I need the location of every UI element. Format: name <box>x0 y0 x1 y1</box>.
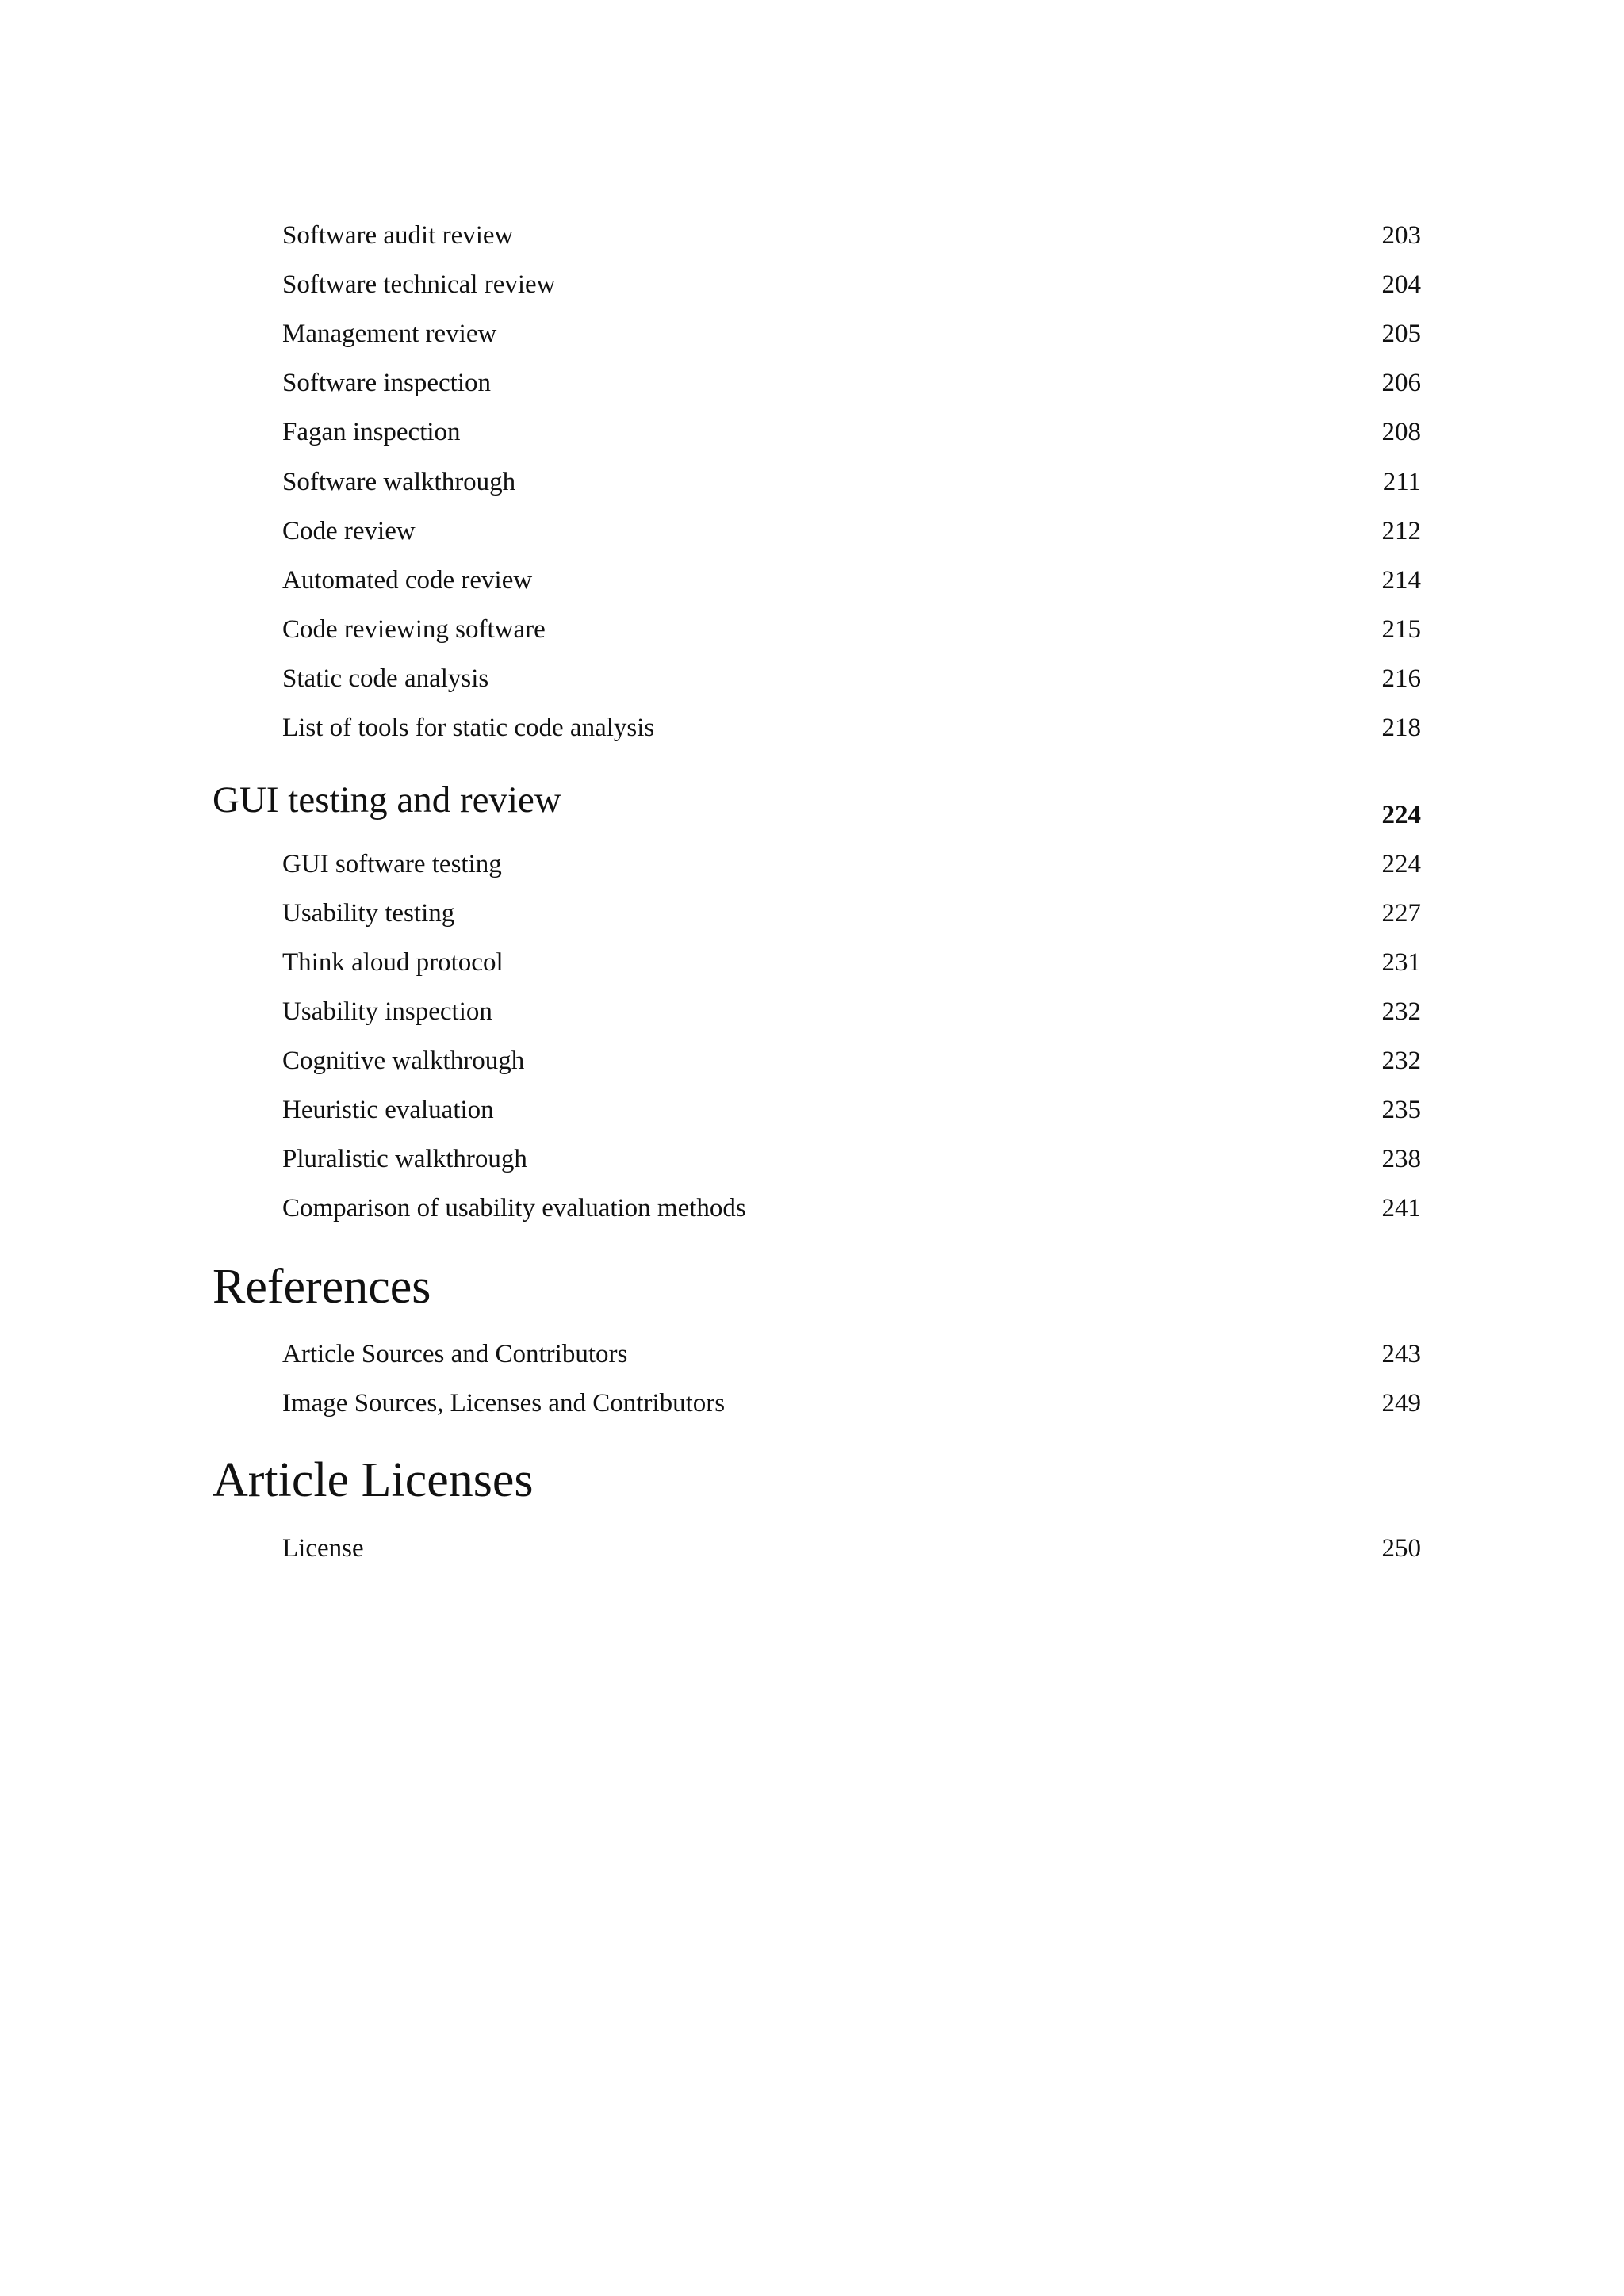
toc-entry-title: Cognitive walkthrough <box>282 1047 525 1075</box>
toc-entry-page: 214 <box>1381 566 1421 595</box>
toc-entry-page: 203 <box>1381 221 1421 250</box>
toc-entry-page: 218 <box>1381 714 1421 742</box>
toc-entry-page: 216 <box>1381 664 1421 693</box>
toc-entry[interactable] <box>282 1529 1421 1568</box>
toc-entry-title: Pluralistic walkthrough <box>282 1145 527 1173</box>
toc-entry-page: 232 <box>1381 1047 1421 1075</box>
toc-entry-page: 231 <box>1381 948 1421 977</box>
toc-entry[interactable] <box>282 216 1421 255</box>
toc-entry-title: Comparison of usability evaluation methods <box>282 1194 746 1223</box>
toc-entry[interactable] <box>282 314 1421 354</box>
toc-entry-title: Code review <box>282 517 416 545</box>
toc-entry-title: Usability inspection <box>282 997 492 1026</box>
toc-entry-title: Software audit review <box>282 221 514 250</box>
section-heading-article-licenses[interactable]: Article Licenses <box>213 1453 534 1507</box>
toc-entry-page: 208 <box>1381 418 1421 446</box>
toc-entry[interactable] <box>282 412 1421 452</box>
toc-entry-page: 241 <box>1381 1194 1421 1223</box>
toc-entry[interactable] <box>282 1383 1421 1423</box>
toc-entry[interactable] <box>282 894 1421 933</box>
toc-entry[interactable] <box>282 943 1421 982</box>
toc-entry-page: 250 <box>1381 1534 1421 1563</box>
toc-entry-title: List of tools for static code analysis <box>282 714 655 742</box>
toc-entry-title: Think aloud protocol <box>282 948 504 977</box>
toc-entry[interactable] <box>282 610 1421 649</box>
toc-entry-title: Static code analysis <box>282 664 489 693</box>
toc-entry-page: 224 <box>1381 850 1421 878</box>
toc-entry[interactable] <box>282 844 1421 884</box>
toc-entry-page: 215 <box>1381 615 1421 644</box>
toc-entry-page: 212 <box>1381 517 1421 545</box>
toc-entry-title: Fagan inspection <box>282 418 461 446</box>
toc-entry[interactable] <box>282 1139 1421 1179</box>
toc-entry-title: Heuristic evaluation <box>282 1096 494 1124</box>
toc-entry[interactable] <box>282 1188 1421 1228</box>
toc-entry-title: Article Sources and Contributors <box>282 1340 628 1368</box>
toc-entry-page: 205 <box>1381 320 1421 348</box>
toc-entry-title: GUI software testing <box>282 850 502 878</box>
toc-entry-title: Usability testing <box>282 899 455 928</box>
toc-entry[interactable] <box>282 659 1421 698</box>
toc-entry[interactable] <box>282 265 1421 304</box>
toc-entry-page: 204 <box>1381 270 1421 299</box>
toc-entry-page: 227 <box>1381 899 1421 928</box>
toc-entry[interactable] <box>282 992 1421 1031</box>
toc-entry-page: 232 <box>1381 997 1421 1026</box>
toc-entry-page: 211 <box>1382 468 1421 496</box>
toc-entry[interactable] <box>282 1334 1421 1374</box>
toc-entry[interactable] <box>282 561 1421 600</box>
toc-entry-page: 243 <box>1381 1340 1421 1368</box>
toc-entry-page: 238 <box>1381 1145 1421 1173</box>
toc-entry-title: Software walkthrough <box>282 468 516 496</box>
toc-entry-title: Image Sources, Licenses and Contributors <box>282 1389 726 1418</box>
toc-entry[interactable] <box>282 363 1421 403</box>
toc-entry[interactable] <box>282 708 1421 748</box>
section-heading-gui-testing[interactable]: GUI testing and review <box>213 779 561 821</box>
toc-entry-title: License <box>282 1534 364 1563</box>
toc-entry[interactable] <box>282 462 1421 502</box>
toc-entry-title: Software inspection <box>282 369 492 397</box>
toc-entry-title: Automated code review <box>282 566 533 595</box>
toc-entry[interactable] <box>282 1041 1421 1081</box>
toc-entry-title: Management review <box>282 320 497 348</box>
toc-entry-title: Software technical review <box>282 270 556 299</box>
toc-entry[interactable] <box>282 511 1421 551</box>
toc-entry-title: Code reviewing software <box>282 615 546 644</box>
toc-entry[interactable] <box>282 1090 1421 1130</box>
section-page-number: 224 <box>1381 801 1421 829</box>
toc-entry-page: 206 <box>1381 369 1421 397</box>
toc-entry-page: 249 <box>1381 1389 1421 1418</box>
section-heading-references[interactable]: References <box>213 1260 431 1314</box>
toc-entry-page: 235 <box>1381 1096 1421 1124</box>
